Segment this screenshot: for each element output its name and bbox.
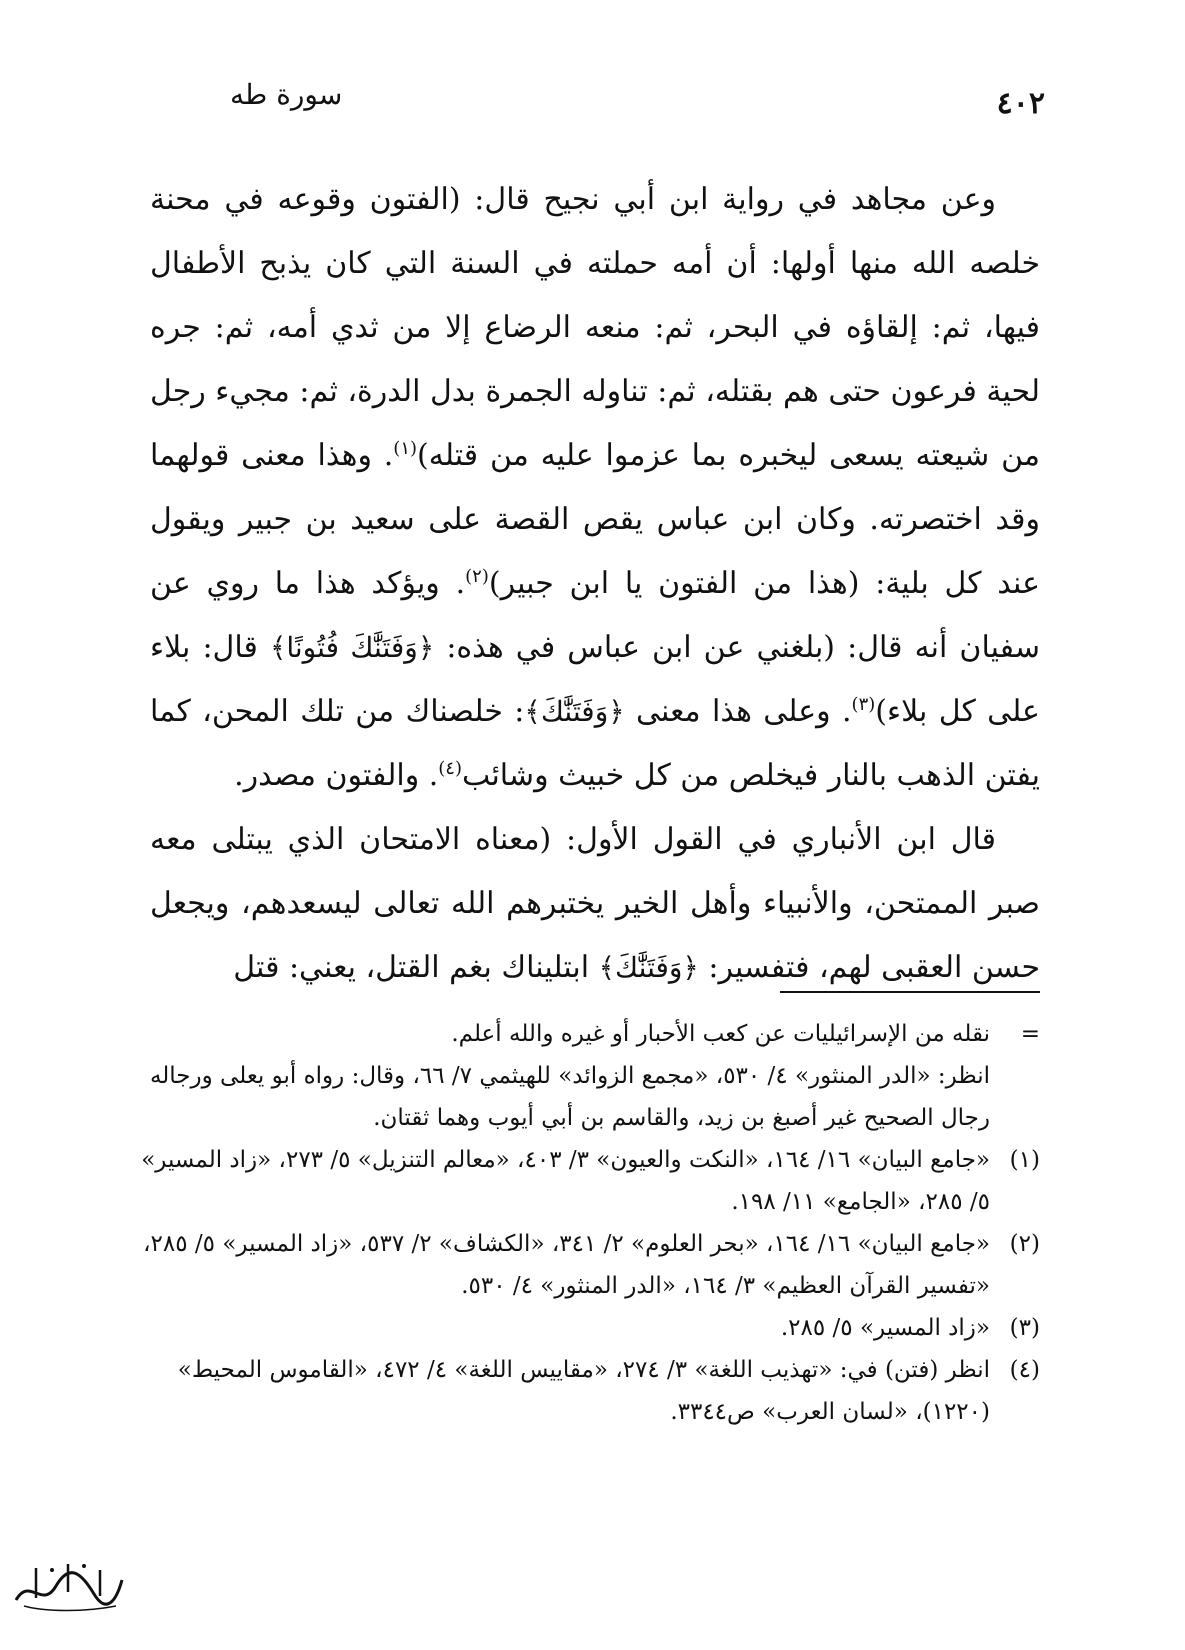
footnote-1 bbox=[140, 1139, 1040, 1223]
paragraph-1 bbox=[150, 168, 1040, 808]
footnote-number: (٢) bbox=[1009, 1231, 1040, 1257]
footnote-2 bbox=[140, 1223, 1040, 1307]
text-segment: قال: بلاء على كل بلاء) bbox=[150, 630, 1040, 729]
page-number: ٤٠٢ bbox=[996, 86, 1045, 121]
footnote-ref-3: (٣) bbox=[851, 694, 876, 715]
text-segment: ابتليناك بغم القتل، يعني: قتل bbox=[233, 950, 590, 985]
footnote-number: (٣) bbox=[1009, 1315, 1040, 1341]
calligraphy-logo-icon bbox=[6, 1556, 130, 1618]
text-segment: . وعلى هذا معنى bbox=[636, 694, 852, 729]
footnote-text: انظر (فتن) في: «تهذيب اللغة» ٣/ ٢٧٤، «مقاييس اللغة» ٤/ ٤٧٢، «القاموس المحيط» (١٢٢٠)، «لسان العرب» ص٣٣٤٤. bbox=[177, 1357, 990, 1425]
footnote-text: «جامع البيان» ١٦/ ١٦٤، «بحر العلوم» ٢/ ٣٤١، «الكشاف» ٢/ ٥٣٧، «زاد المسير» ٥/ ٢٨٥، «تفسير القرآن العظيم» ٣/ ١٦٤، «الدر المنثور» ٤/ ٥٣٠. bbox=[143, 1231, 990, 1299]
text-segment: . والفتون مصدر. bbox=[234, 758, 439, 793]
publisher-logo bbox=[6, 1556, 130, 1618]
quran-quote: ﴿وَفَتَنَّٰكَ فُتُونًا﴾ bbox=[269, 631, 435, 664]
continuation-marker: = bbox=[1020, 1021, 1040, 1047]
surah-title: سورة طه bbox=[230, 78, 343, 111]
footnotes bbox=[140, 1013, 1040, 1433]
footnote-text: نقله من الإسرائيليات عن كعب الأحبار أو غيره والله أعلم. bbox=[451, 1021, 990, 1047]
footnote-4 bbox=[140, 1349, 1040, 1433]
footnote-text: انظر: «الدر المنثور» ٤/ ٥٣٠، «مجمع الزوائد» للهيثمي ٧/ ٦٦، وقال: رواه أبو يعلى ورجاله رجال الصحيح غير أصبغ بن زيد، والقاسم بن أبي أيوب وهما ثقتان. bbox=[149, 1063, 990, 1131]
footnote-continuation-2 bbox=[140, 1055, 1040, 1139]
quran-quote: ﴿وَفَتَنَّٰكَ﴾ bbox=[524, 695, 625, 728]
page-header bbox=[200, 78, 1045, 128]
footnote-ref-2: (٢) bbox=[465, 566, 489, 587]
footnote-number: (١) bbox=[1009, 1147, 1040, 1173]
paragraph-2 bbox=[150, 808, 1040, 1000]
text-segment: : خلصناك من تلك المحن، كما يفتن الذهب بالنار فيخلص من كل خبيث وشائب bbox=[150, 694, 1040, 793]
footnote-3 bbox=[140, 1307, 1040, 1349]
main-text bbox=[150, 168, 1040, 1000]
footnote-number: (٤) bbox=[1009, 1357, 1040, 1383]
text-segment: وعن مجاهد في رواية ابن أبي نجيح قال: (الفتون وقوعه في محنة خلصه الله منها أولها: أن أمه حملته في السنة التي كان يذبح الأطفال فيها، ثم: إلقاؤه في البحر، ثم: منعه الرضاع إلا من ثدي أمه، ثم: جره لحية فرعون حتى هم بقتله، ثم: تناوله الجمرة بدل الدرة، ثم: مجيء رجل من شيعته يسعى ليخبره بما عزموا عليه من قتله) bbox=[150, 182, 1040, 473]
text-segment: . ويؤكد هذا ما روي عن سفيان أنه قال: (بلغني عن ابن عباس في هذه: bbox=[150, 566, 1040, 665]
footnote-continuation bbox=[140, 1013, 1040, 1055]
footnote-ref-4: (٤) bbox=[438, 758, 462, 779]
quran-quote: ﴿وَفَتَنَّٰكَ﴾ bbox=[598, 951, 699, 984]
footnote-ref-1: (١) bbox=[393, 438, 418, 459]
text-segment: . وهذا معنى قولهما وقد اختصرته. وكان ابن عباس يقص القصة على سعيد بن جبير ويقول عند كل بلية: (هذا من الفتون يا ابن جبير) bbox=[150, 438, 1041, 601]
footnote-separator bbox=[780, 991, 1040, 993]
text-segment: قال ابن الأنباري في القول الأول: (معناه الامتحان الذي يبتلى معه صبر الممتحن، والأنبياء وأهل الخير يختبرهم الله تعالى ليسعدهم، ويجعل حسن العقبى لهم، فتفسير: bbox=[150, 822, 1040, 985]
footnote-text: «جامع البيان» ١٦/ ١٦٤، «النكت والعيون» ٣/ ٤٠٣، «معالم التنزيل» ٥/ ٢٧٣، «زاد المسير» ٥/ ٢٨٥، «الجامع» ١١/ ١٩٨. bbox=[141, 1147, 990, 1215]
footnote-text: «زاد المسير» ٥/ ٢٨٥. bbox=[780, 1315, 990, 1341]
